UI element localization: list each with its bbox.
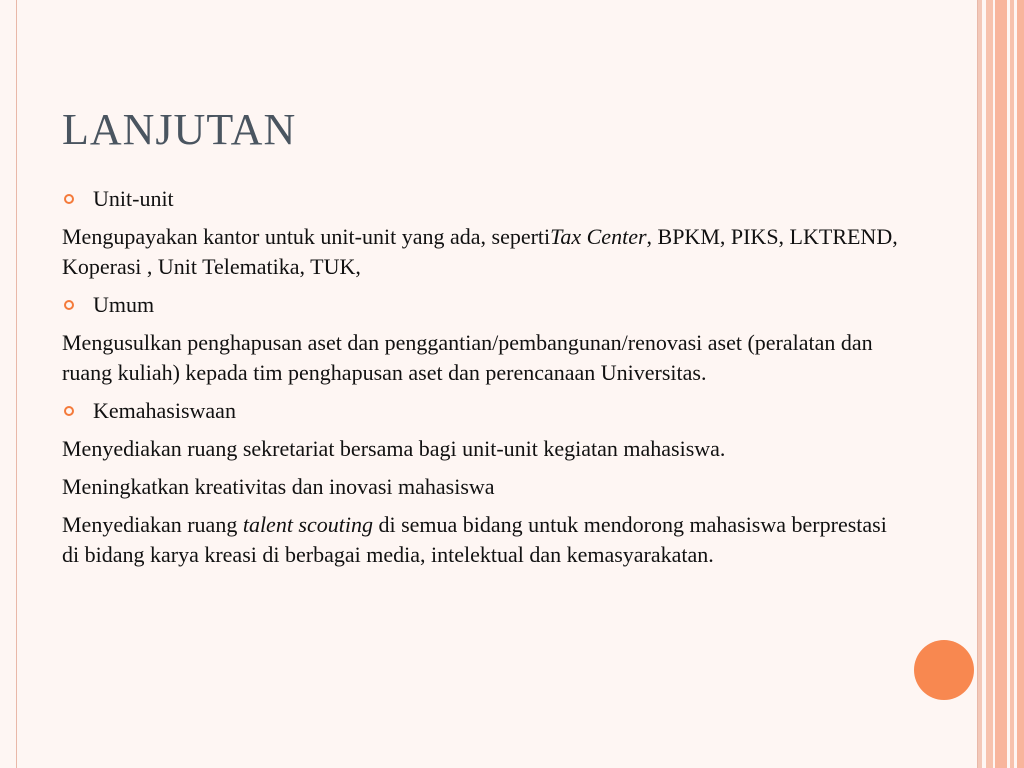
bullet-item (62, 184, 902, 214)
bullet-item (62, 290, 902, 320)
paragraph-text: Mengupayakan kantor untuk unit-unit yang ada, seperti (62, 224, 551, 249)
paragraph-text: , BPKM, PIKS, LKTREND, Koperasi , Unit Telematika, TUK, (62, 224, 898, 279)
body-paragraph (62, 222, 902, 282)
bullet-heading: Kemahasiswaan (93, 398, 236, 423)
bullet-heading: Unit-unit (93, 186, 174, 211)
paragraph-emphasis: talent scouting (242, 512, 373, 537)
bullet-heading: Umum (93, 292, 155, 317)
decor-circle (914, 640, 974, 700)
decor-stripe (986, 0, 993, 768)
slide-title: LANJUTAN (62, 105, 297, 154)
bullet-icon (64, 194, 74, 204)
decor-stripe (995, 0, 1007, 768)
paragraph-text: di semua bidang untuk mendorong mahasiswa berprestasi di bidang karya kreasi di berbagai media, intelektual dan kemasyarakatan. (62, 512, 887, 567)
decor-stripe (1017, 0, 1024, 768)
body-paragraph: Menyediakan ruang sekretariat bersama bagi unit-unit kegiatan mahasiswa. (62, 436, 726, 461)
slide-content (62, 184, 902, 578)
decor-stripe (978, 0, 982, 768)
body-paragraph (62, 510, 902, 570)
bullet-icon (64, 300, 74, 310)
paragraph-text: Menyediakan ruang (62, 512, 243, 537)
bullet-item (62, 396, 902, 426)
bullet-icon (64, 406, 74, 416)
body-paragraph: Meningkatkan kreativitas dan inovasi mahasiswa (62, 474, 495, 499)
body-paragraph: Mengusulkan penghapusan aset dan penggantian/pembangunan/renovasi aset (peralatan dan ruang kuliah) kepada tim penghapusan aset dan perencanaan Universitas. (62, 330, 873, 385)
decor-stripe (1010, 0, 1014, 768)
paragraph-emphasis: Tax Center (550, 224, 647, 249)
